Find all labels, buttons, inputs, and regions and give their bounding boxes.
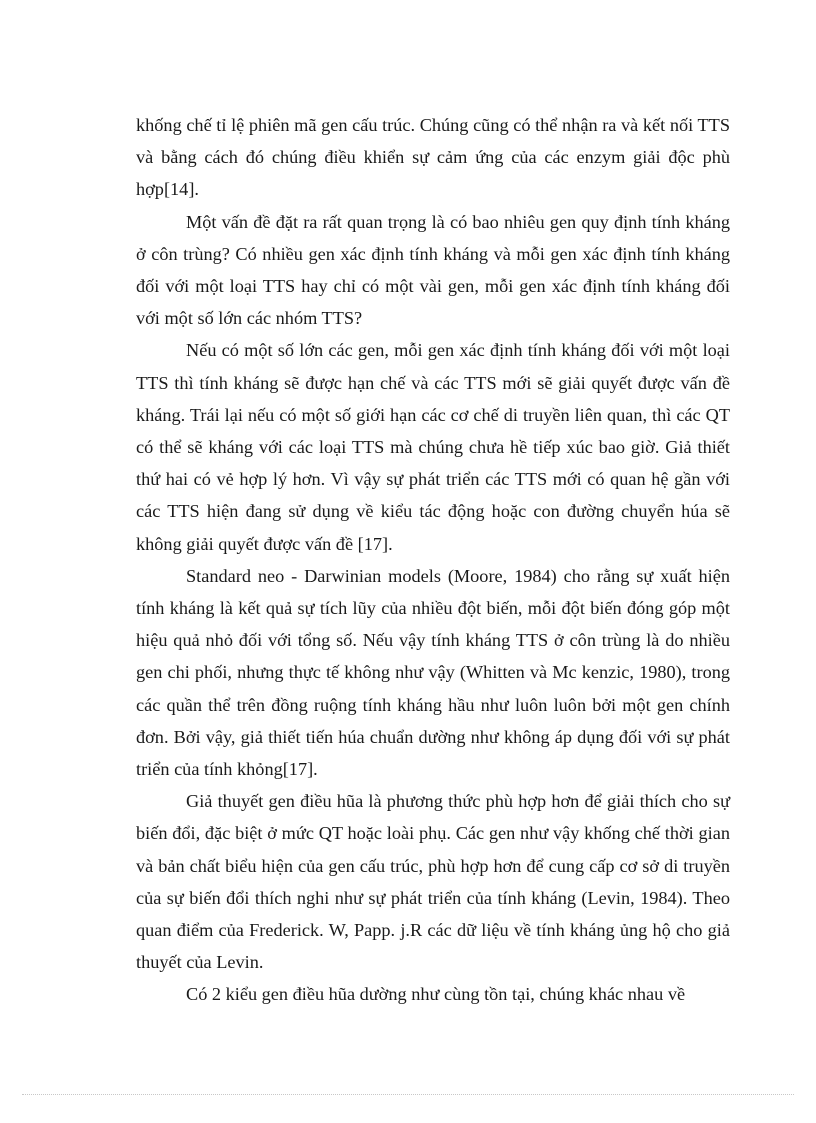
paragraph: Một vấn đề đặt ra rất quan trọng là có bao nhiêu gen quy định tính kháng ở côn trùng? Có nhiều gen xác định tính kháng và mỗi gen xác định tính kháng đối với một loại TTS hay chỉ có một vài gen, mỗi gen xác định tính kháng đối với một số lớn các nhóm TTS?: [136, 211, 730, 329]
paragraph: Có 2 kiểu gen điều hũa dường như cùng tồn tại, chúng khác nhau về: [186, 984, 686, 1005]
footer-divider: [22, 1094, 794, 1095]
paragraph: Giả thuyết gen điều hũa là phương thức phù hợp hơn để giải thích cho sự biến đổi, đặc biệt ở mức QT hoặc loài phụ. Các gen như vậy khống chế thời gian và bản chất biểu hiện của gen cấu trúc, phù hợp hơn để cung cấp cơ sở di truyền của sự biến đổi thích nghi như sự phát triển của tính kháng (Levin, 1984). Theo quan điểm của Frederick. W, Papp. j.R các dữ liệu về tính kháng ủng hộ cho giả thuyết của Levin.: [136, 791, 730, 973]
body-text: [136, 109, 730, 1011]
paragraph-continuation: khống chế tỉ lệ phiên mã gen cấu trúc. Chúng cũng có thể nhận ra và kết nối TTS và bằng cách đó chúng điều khiển sự cảm ứng của các enzym giải độc phù hợp[14].: [136, 115, 730, 200]
paragraph: Standard neo - Darwinian models (Moore, 1984) cho rằng sự xuất hiện tính kháng là kết quả sự tích lũy của nhiều đột biến, mỗi đột biến đóng góp một hiệu quả nhỏ đối với tổng số. Nếu vậy tính kháng TTS ở côn trùng là do nhiều gen chi phối, nhưng thực tế không như vậy (Whitten và Mc kenzic, 1980), trong các quần thể trên đồng ruộng tính kháng hầu như luôn luôn bởi một gen chính đơn. Bởi vậy, giả thiết tiến húa chuẩn dường như không áp dụng đối với sự phát triển của tính khỏng[17].: [136, 565, 730, 780]
paragraph: Nếu có một số lớn các gen, mỗi gen xác định tính kháng đối với một loại TTS thì tính kháng sẽ được hạn chế và các TTS mới sẽ giải quyết được vấn đề kháng. Trái lại nếu có một số giới hạn các cơ chế di truyền liên quan, thì các QT có thể sẽ kháng với các loại TTS mà chúng chưa hề tiếp xúc bao giờ. Giả thiết thứ hai có vẻ hợp lý hơn. Vì vậy sự phát triển các TTS mới có quan hệ gần với các TTS hiện đang sử dụng về kiểu tác động hoặc con đường chuyển húa sẽ không giải quyết được vấn đề [17].: [136, 340, 730, 554]
